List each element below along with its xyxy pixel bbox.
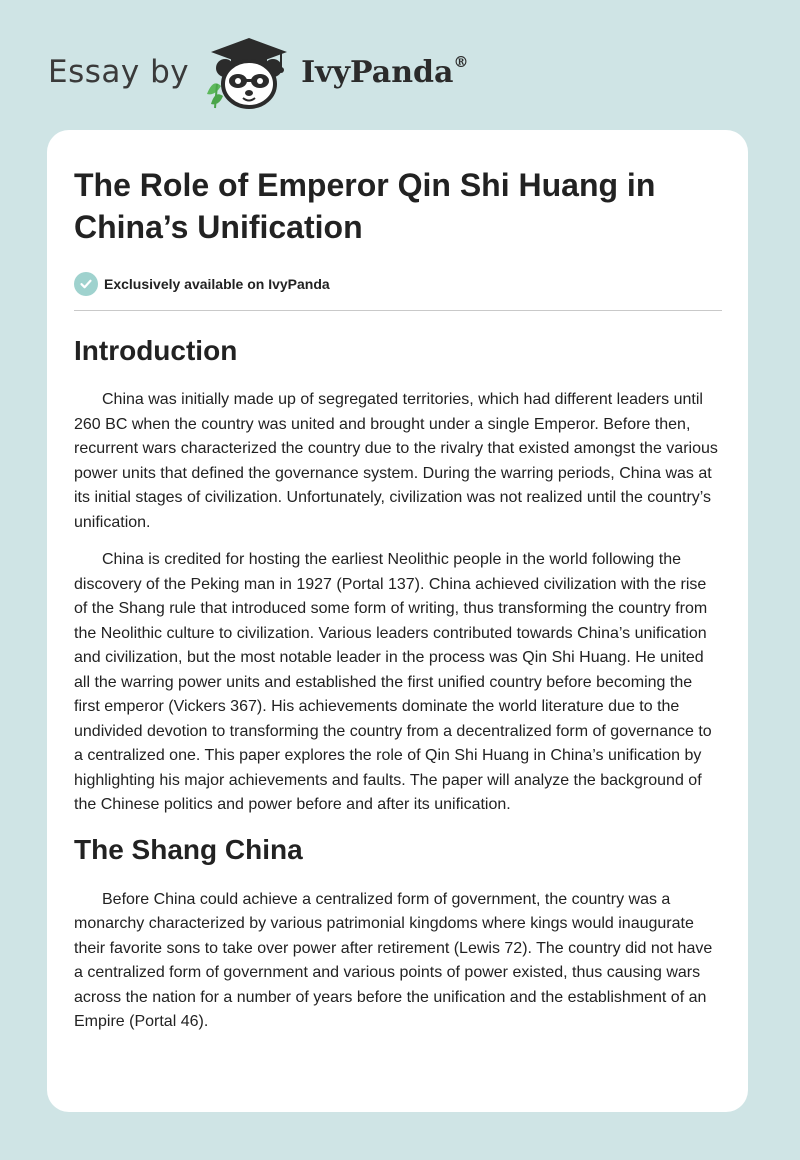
section-heading: Introduction [74,335,238,366]
site-header [48,34,468,110]
section-shang-china [74,833,721,1035]
registered-mark: ® [453,52,469,71]
brand-label: IvyPanda [301,54,454,90]
exclusive-label: Exclusively available on IvyPanda [104,276,330,292]
page-title: The Role of Emperor Qin Shi Huang in China’s Unification [74,167,656,245]
section-introduction [74,334,721,818]
panda-graduate-icon[interactable] [201,34,297,110]
check-icon [74,272,98,296]
exclusive-badge [74,270,721,298]
essay-by-label: Essay by [48,54,190,90]
paragraph: China was initially made up of segregated territories, which had different leaders until 260 BC when the country was united and brought under a single Emperor. Before then, recurrent wars characterized the country due to the rivalry that existed amongst the various power units that defined the governance system. During the warring periods, China was at its initial stages of civilization. Unfortunately, civilization was not realized until the country’s unification. [74,391,718,531]
essay-card [47,130,748,1112]
brand-name[interactable] [301,52,469,90]
paragraph: Before China could achieve a centralized form of government, the country was a monarchy characterized by various patrimonial kingdoms where kings would inaugurate their favorite sons to take over power after retirement (Lewis 72). The country did not have a centralized form of government and various points of power existed, thus causing wars across the nation for a number of years before the unification and the establishment of an Empire (Portal 46). [74,890,713,1030]
paragraph: China is credited for hosting the earliest Neolithic people in the world following the discovery of the Peking man in 1927 (Portal 137). China achieved civilization with the rise of the Shang rule that introduced some form of writing, thus transforming the country from the Neolithic culture to civilization. Various leaders contributed towards China’s unification and civilization, but the most notable leader in the process was Qin Shi Huang. He united all the warring power units and established the first unified country before becoming the first emperor (Vickers 367). His achievements dominate the world literature due to the undivided devotion to transforming the country from a decentralized form of governance to a centralized one. This paper explores the role of Qin Shi Huang in China’s unification by highlighting his major achievements and faults. The paper will analyze the background of the Chinese politics and power before and after its unification. [74,551,712,813]
divider [74,310,722,311]
section-heading: The Shang China [74,833,303,865]
